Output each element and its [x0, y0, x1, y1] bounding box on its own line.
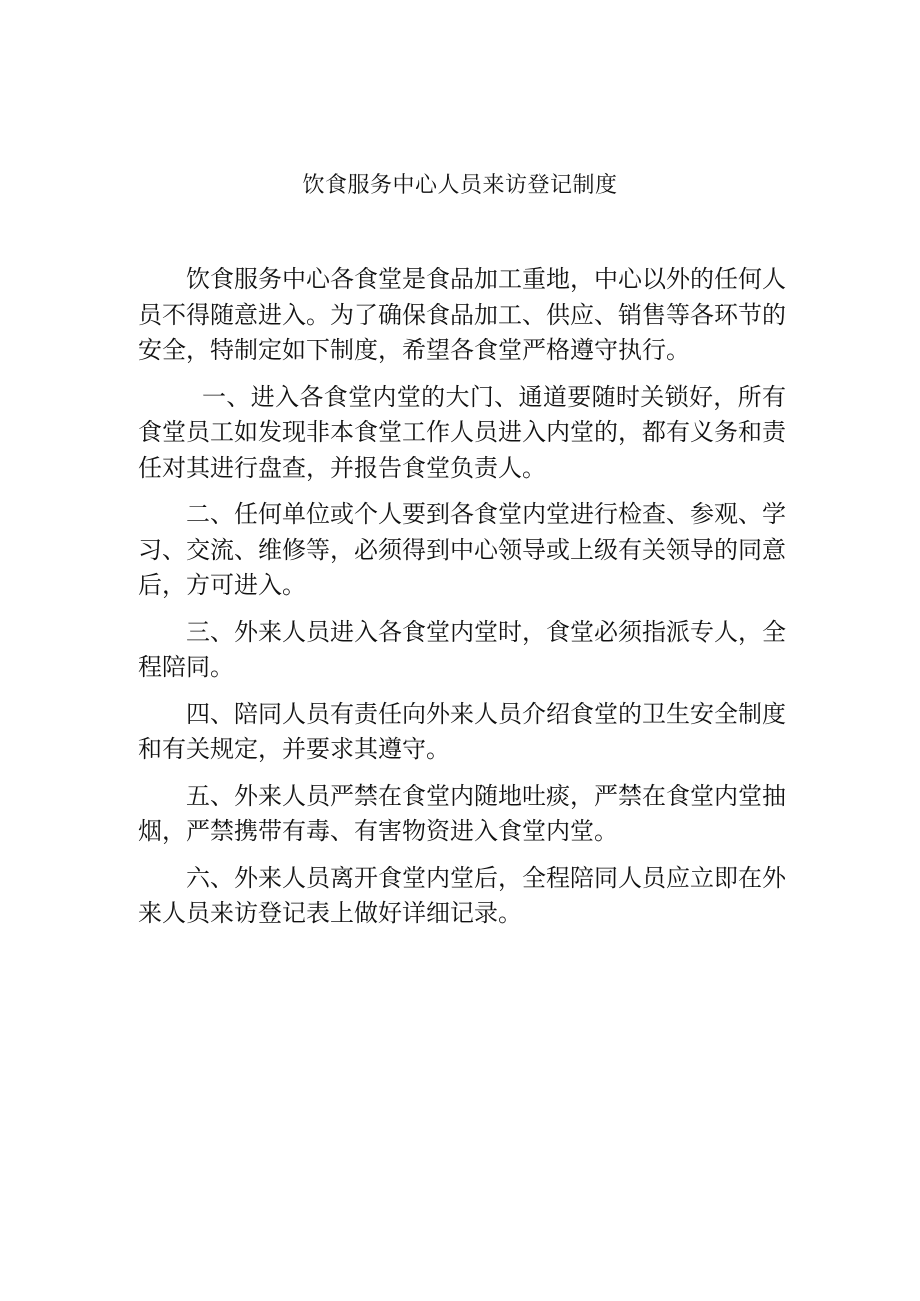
rule-4-paragraph: 四、陪同人员有责任向外来人员介绍食堂的卫生安全制度和有关规定，并要求其遵守。 — [138, 699, 786, 763]
intro-paragraph: 饮食服务中心各食堂是食品加工重地，中心以外的任何人员不得随意进入。为了确保食品加工、供应、销售等各环节的安全，特制定如下制度，希望各食堂严格遵守执行。 — [138, 265, 786, 364]
rule-5-paragraph: 五、外来人员严禁在食堂内随地吐痰，严禁在食堂内堂抽烟，严禁携带有毒、有害物资进入食堂内堂。 — [138, 781, 786, 845]
document-title: 饮食服务中心人员来访登记制度 — [302, 173, 618, 198]
rule-1-paragraph: 一、进入各食堂内堂的大门、通道要随时关锁好，所有食堂员工如发现非本食堂工作人员进入内堂的，都有义务和责任对其进行盘查，并报告食堂负责人。 — [138, 382, 786, 482]
rule-3-paragraph: 三、外来人员进入各食堂内堂时，食堂必须指派专人，全程陪同。 — [138, 617, 786, 681]
rule-6-paragraph: 六、外来人员离开食堂内堂后，全程陪同人员应立即在外来人员来访登记表上做好详细记录。 — [138, 863, 786, 927]
rule-2-paragraph: 二、任何单位或个人要到各食堂内堂进行检查、参观、学习、交流、维修等，必须得到中心领导或上级有关领导的同意后，方可进入。 — [138, 500, 786, 599]
document-body — [138, 262, 786, 932]
